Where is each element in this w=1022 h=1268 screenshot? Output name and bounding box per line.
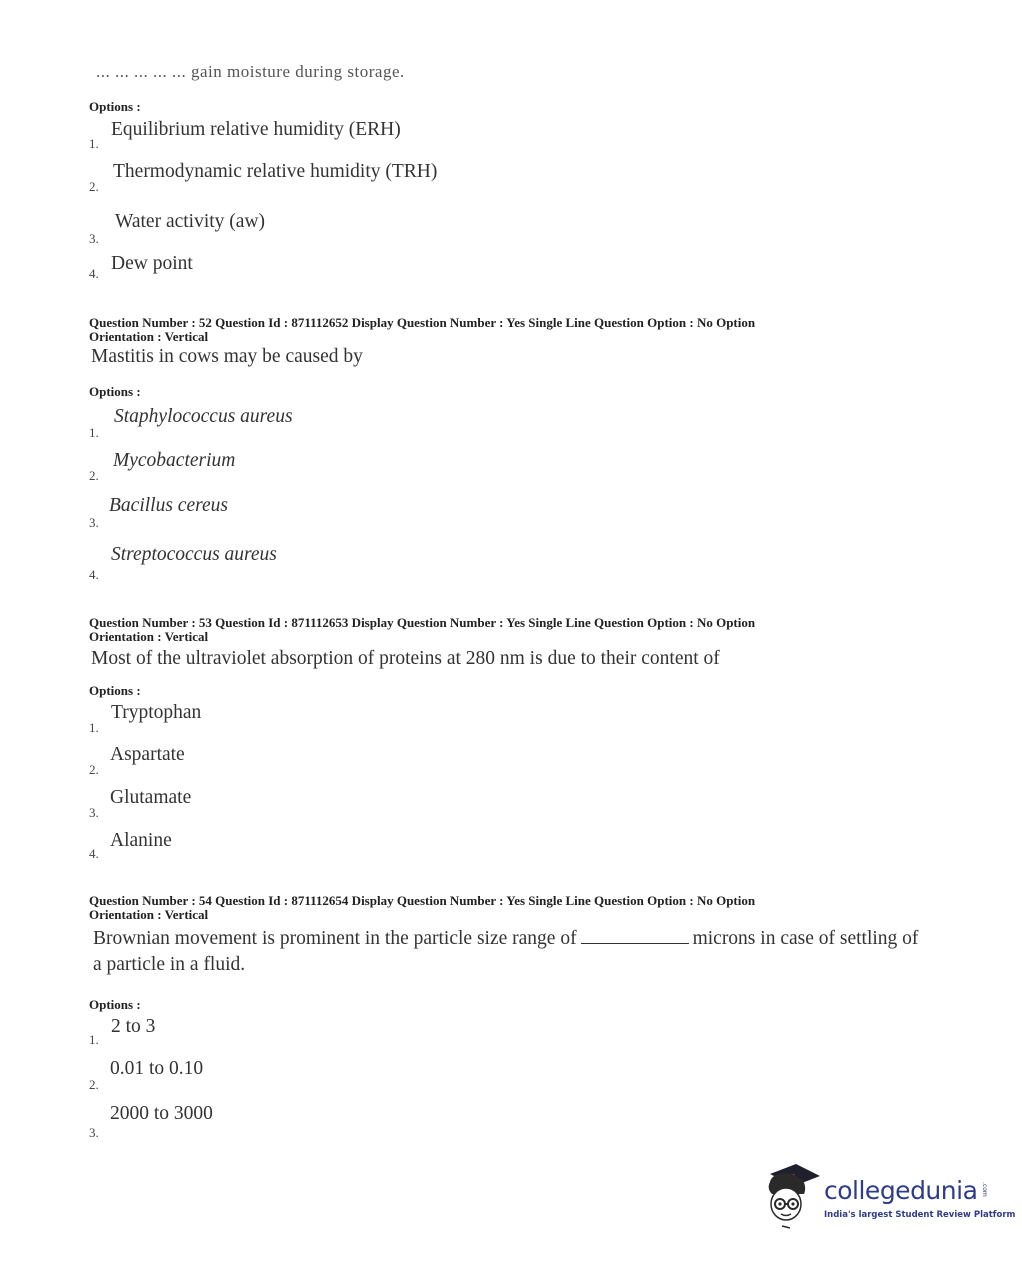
- option-text: Alanine: [110, 830, 172, 851]
- option-number: 1.: [89, 1032, 99, 1047]
- meta-line: Question Number : 53 Question Id : 871112653 Display Question Number : Yes Single Line Question Option : No Option: [89, 615, 756, 630]
- option-text: Water activity (aw): [115, 211, 266, 232]
- meta-line: Question Number : 54 Question Id : 871112654 Display Question Number : Yes Single Line Question Option : No Option: [89, 893, 756, 908]
- option-number: 2.: [89, 1077, 99, 1092]
- option-number: 2.: [89, 468, 99, 483]
- option-number: 1.: [89, 136, 99, 151]
- option-number: 3.: [89, 515, 99, 530]
- option-text: Mycobacterium: [113, 450, 236, 471]
- option-text: Equilibrium relative humidity (ERH): [111, 119, 401, 140]
- option-number: 3.: [89, 231, 99, 246]
- option-text: 2000 to 3000: [110, 1103, 213, 1124]
- question-text-part: Brownian movement is prominent in the particle size range of: [93, 928, 577, 949]
- question-meta: [89, 616, 869, 644]
- option-number: 4.: [89, 266, 99, 281]
- meta-line: Question Number : 52 Question Id : 871112652 Display Question Number : Yes Single Line Question Option : No Option: [89, 315, 756, 330]
- option-text: Aspartate: [110, 744, 185, 765]
- question-text: Mastitis in cows may be caused by: [91, 346, 363, 367]
- option-number: 4.: [89, 846, 99, 861]
- option-text: Thermodynamic relative humidity (TRH): [113, 161, 438, 182]
- collegedunia-logo[interactable]: [762, 1160, 1016, 1232]
- option-number: 2.: [89, 179, 99, 194]
- graduate-mascot-icon: [762, 1160, 822, 1232]
- option-text: Glutamate: [110, 787, 192, 808]
- option-number: 2.: [89, 762, 99, 777]
- option-text: 0.01 to 0.10: [110, 1058, 204, 1079]
- option-number: 4.: [89, 567, 99, 582]
- option-text: 2 to 3: [111, 1016, 156, 1037]
- question-text: Most of the ultraviolet absorption of proteins at 280 nm is due to their content of: [91, 648, 720, 669]
- options-label: Options :: [89, 997, 141, 1012]
- cutoff-text: ... ... ... ... ... gain moisture during storage.: [96, 62, 405, 81]
- fill-blank: [581, 929, 689, 944]
- options-label: Options :: [89, 683, 141, 698]
- question-text-part: microns in case of settling of a particle in a fluid.: [93, 928, 919, 975]
- option-number: 3.: [89, 1125, 99, 1140]
- options-label: Options :: [89, 384, 141, 399]
- logo-tagline: India's largest Student Review Platform: [824, 1210, 1016, 1220]
- meta-line: Orientation : Vertical: [89, 907, 209, 922]
- logo-wordmark: collegedunia: [824, 1176, 978, 1205]
- option-text: Staphylococcus aureus: [114, 406, 293, 427]
- logo-suffix: .com: [981, 1182, 988, 1197]
- meta-line: Orientation : Vertical: [89, 329, 209, 344]
- option-number: 1.: [89, 720, 99, 735]
- options-label: Options :: [89, 99, 141, 114]
- meta-line: Orientation : Vertical: [89, 629, 209, 644]
- option-number: 3.: [89, 805, 99, 820]
- question-meta: [89, 894, 869, 922]
- question-text: [93, 926, 923, 978]
- option-text: Dew point: [111, 253, 193, 274]
- option-text: Tryptophan: [111, 702, 202, 723]
- question-meta: [89, 316, 869, 344]
- option-number: 1.: [89, 425, 99, 440]
- option-text: Streptococcus aureus: [111, 544, 277, 565]
- option-text: Bacillus cereus: [109, 495, 228, 516]
